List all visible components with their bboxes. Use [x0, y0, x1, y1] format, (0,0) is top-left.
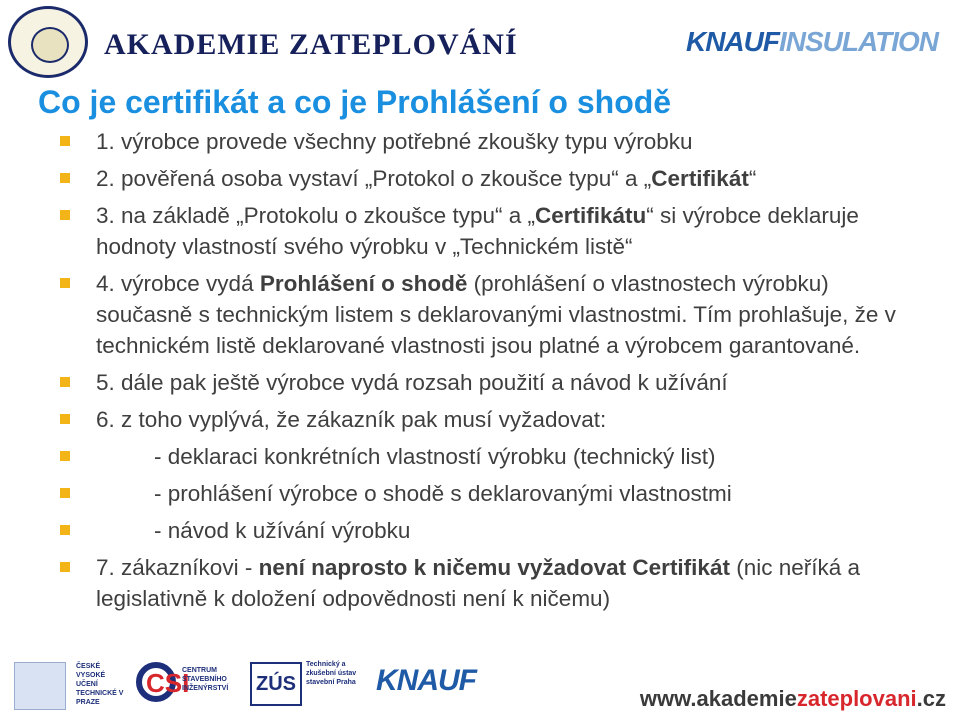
- zus-logo: ZÚS: [250, 662, 302, 706]
- list-item: [58, 404, 928, 435]
- item-bold: není naprosto k ničemu vyžadovat Certifikát: [258, 555, 730, 580]
- item-text: 2. pověřená osoba vystaví „Protokol o zkoušce typu“ a „: [96, 166, 652, 191]
- item-text: - prohlášení výrobce o shodě s deklarovanými vlastnostmi: [154, 481, 732, 506]
- knauf-logo-text: KNAUF: [685, 26, 779, 57]
- website-link[interactable]: [640, 686, 946, 712]
- bullet-icon: [60, 414, 70, 424]
- website-highlight: zateplovani: [796, 686, 917, 711]
- csi-logo-letters: CSI: [146, 668, 190, 698]
- list-item: [58, 478, 928, 509]
- item-text: (nic neříká a legislativně k doložení odpovědnosti není k ničemu): [96, 555, 861, 611]
- list-item: [58, 367, 928, 398]
- item-text: “: [748, 166, 757, 191]
- item-text: 3. na základě „Protokolu o zkoušce typu“ a „: [96, 203, 535, 228]
- item-text: 5. dále pak ještě výrobce vydá rozsah použití a návod k užívání: [96, 370, 728, 395]
- item-text: “ si výrobce deklaruje hodnoty vlastností svého výrobku v „Technickém listě“: [96, 203, 859, 259]
- bullet-icon: [60, 525, 70, 535]
- list-item: [58, 268, 928, 361]
- csi-logo-text: CENTRUM STAVEBNÍHO INŽENÝRSTVÍ: [182, 667, 229, 692]
- akademie-seal-logo: [8, 6, 88, 78]
- bullet-list: [58, 126, 928, 620]
- csi-logo: [136, 662, 190, 706]
- bullet-icon: [60, 451, 70, 461]
- item-text: - deklaraci konkrétních vlastností výrobku (technický list): [154, 444, 716, 469]
- list-item: [58, 126, 928, 157]
- item-bold: Certifikát: [651, 166, 749, 191]
- header: [0, 0, 960, 78]
- knauf-insulation-logo: [686, 26, 938, 58]
- item-bold: Certifikátu: [534, 203, 647, 228]
- zus-logo-text: Technický a zkušební ústav stavební Praha: [306, 661, 357, 686]
- bullet-icon: [60, 377, 70, 387]
- cvut-logo: [14, 662, 66, 710]
- item-text: 7. zákazníkovi -: [96, 555, 259, 580]
- bullet-icon: [60, 278, 70, 288]
- cvut-logo-text: ČESKÉ VYSOKÉ UČENÍ TECHNICKÉ V PRAZE: [76, 663, 124, 706]
- bullet-icon: [60, 210, 70, 220]
- list-item: [58, 163, 928, 194]
- knauf-footer-logo: KNAUF: [376, 664, 476, 697]
- bullet-icon: [60, 173, 70, 183]
- slide-title: Co je certifikát a co je Prohlášení o shodě: [38, 84, 672, 120]
- bullet-icon: [60, 562, 70, 572]
- website-suffix: .cz: [916, 686, 946, 711]
- item-text: 1. výrobce provede všechny potřebné zkoušky typu výrobku: [96, 129, 693, 154]
- list-item: [58, 441, 928, 472]
- item-text: 4. výrobce vydá: [96, 271, 260, 296]
- insulation-logo-text: INSULATION: [778, 26, 938, 57]
- list-item: [58, 200, 928, 262]
- brand-title: AKADEMIE ZATEPLOVÁNÍ: [104, 28, 518, 61]
- item-text: (prohlášení o vlastnostech výrobku) současně s technickým listem s deklarovanými vlastnostmi. Tím prohlašuje, že v technickém listě deklarované vlastnosti jsou platné a výrobcem garantované.: [96, 271, 896, 358]
- bullet-icon: [60, 488, 70, 498]
- item-text: - návod k užívání výrobku: [154, 518, 411, 543]
- list-item: [58, 515, 928, 546]
- website-prefix: www.akademie: [639, 686, 797, 711]
- bullet-icon: [60, 136, 70, 146]
- item-bold: Prohlášení o shodě: [259, 271, 468, 296]
- item-text: 6. z toho vyplývá, že zákazník pak musí vyžadovat:: [96, 407, 607, 432]
- list-item: [58, 552, 928, 614]
